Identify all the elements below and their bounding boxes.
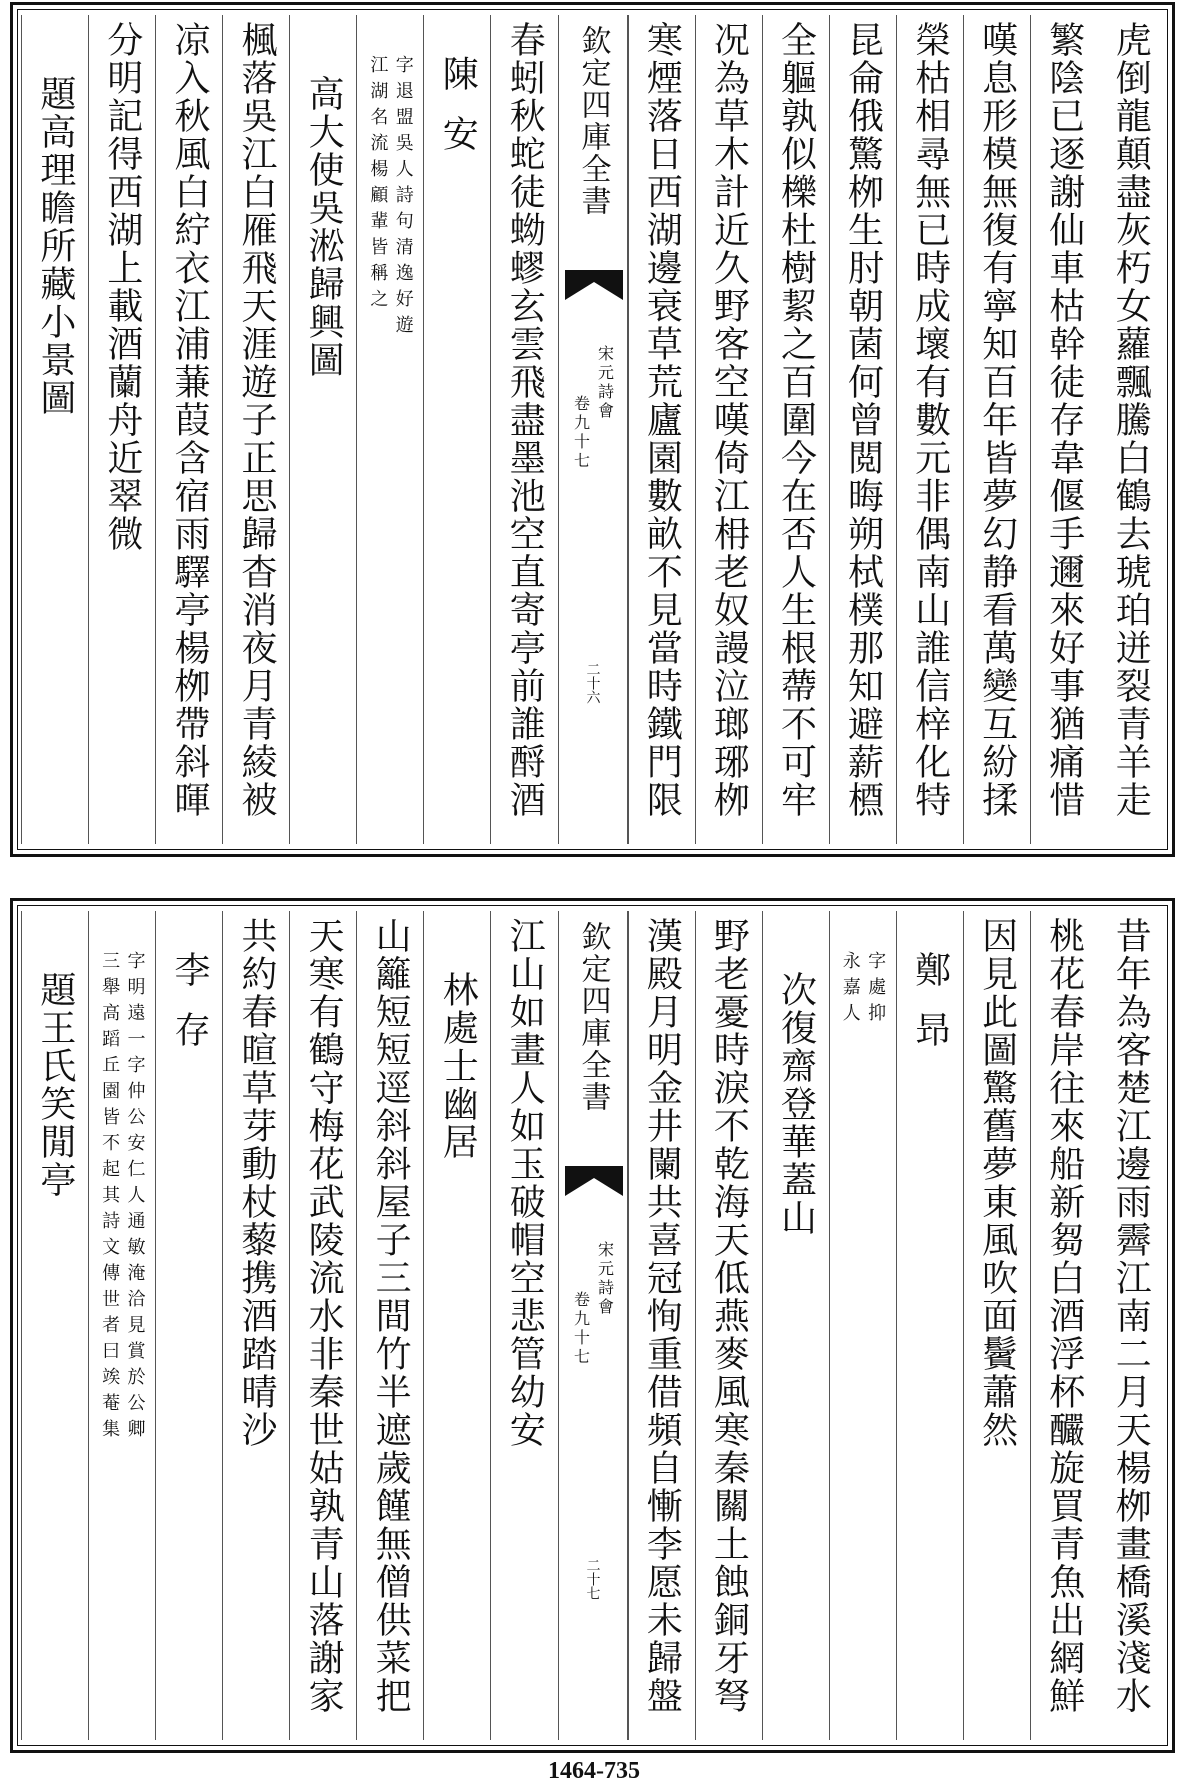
poem-text-column: [1097, 911, 1164, 1740]
note-line: 江湖名流楊顧輩皆稱之: [367, 55, 389, 315]
poem-text-column: [963, 15, 1030, 844]
poem-text-column: [155, 15, 222, 844]
poem-line: 寒煙落日西湖邊衰草荒廬園數畝不見當時鐵門限: [641, 21, 683, 819]
poem-line: 江山如畫人如玉破帽空悲管幼安: [504, 917, 546, 1449]
author-name-column: [896, 911, 963, 1740]
author-name: 陳安: [437, 55, 479, 175]
note-line: 字處抑: [865, 951, 887, 1029]
poem-line: 楓落吳江白雁飛天涯遊子正思歸杳消夜月青綾被: [236, 21, 278, 819]
poem-text-column: [490, 911, 557, 1740]
leaf-number: 二十七: [584, 1558, 601, 1600]
poem-line: 况為草木計近久野客空嘆倚江枏老奴謾泣瑯琊栁: [708, 21, 750, 819]
author-name: 李存: [168, 951, 210, 1071]
poem-line: 漢殿月明金井闌共喜冠恂重借頻自慚李愿未歸盤: [641, 917, 683, 1715]
poem-title: 題高理瞻所藏小景圖: [34, 75, 76, 417]
poem-text-column: [628, 911, 695, 1740]
poem-line: 全軀孰似櫟杜樹絜之百圍今在否人生根蔕不可牢: [775, 21, 817, 819]
volume-label: 卷九十七: [571, 395, 591, 471]
leaf-number: 二十六: [584, 662, 601, 704]
fishtail-mark-icon: [565, 270, 623, 300]
collection-title: 欽定四庫全書: [575, 921, 611, 1113]
poem-text-column: [222, 911, 289, 1740]
center-fold-label: [558, 911, 628, 1740]
poem-title-column: [289, 15, 356, 844]
author-note: [356, 15, 423, 844]
author-note: [88, 911, 155, 1740]
poem-title: 林處士幽居: [437, 971, 479, 1161]
page-footer-number: 1464-735: [548, 1758, 640, 1784]
author-note: [829, 911, 896, 1740]
poem-line: 嘆息形模無復有寧知百年皆夢幻静看萬變互紛揉: [976, 21, 1018, 819]
poem-line: 天寒有鶴守梅花武陵流水非秦世姑孰青山落謝家: [303, 917, 345, 1715]
poem-line: 榮枯相尋無已時成壞有數元非偶南山誰信梓化特: [909, 21, 951, 819]
poem-text-column: [762, 15, 829, 844]
poem-title-column: [762, 911, 829, 1740]
author-name-column: [423, 15, 490, 844]
volume-label: 卷九十七: [571, 1291, 591, 1367]
poem-line: 分明記得西湖上載酒蘭舟近翠微: [101, 21, 143, 553]
poem-text-column: [1097, 15, 1164, 844]
note-line: 永嘉人: [839, 951, 861, 1029]
poem-line: 野老憂時淚不乾海天低燕麥風寒秦關土蝕銅牙弩: [708, 917, 750, 1715]
poem-line: 凉入秋風白紵衣江浦蒹葭含宿雨驛亭楊栁帶斜暉: [168, 21, 210, 819]
author-name: 鄭昻: [909, 951, 951, 1071]
poem-text-column: [628, 15, 695, 844]
note-line: 三舉高蹈丘園皆不起其詩文傳世者曰竢菴集: [99, 951, 121, 1445]
poem-text-column: [222, 15, 289, 844]
poem-text-column: [289, 911, 356, 1740]
center-fold-label: [558, 15, 628, 844]
top-page: [10, 2, 1175, 857]
poem-line: 昆侖俄驚栁生肘朝菌何曾閲晦朔栻樸那知避薪槱: [842, 21, 884, 819]
poem-text-column: [1030, 15, 1097, 844]
poem-text-column: [490, 15, 557, 844]
collection-title: 欽定四庫全書: [575, 25, 611, 217]
poem-line: 繁陰已逐謝仙車枯幹徒存韋偃手邇來好事猶痛惜: [1043, 21, 1085, 819]
poem-line: 春蚓秋蛇徒蚴蟉玄雲飛盡墨池空直寄亭前誰酹酒: [504, 21, 546, 819]
book-title-label: 宋元詩會: [595, 1241, 615, 1317]
poem-line: 因見此圖驚舊夢東風吹面鬢蕭然: [976, 917, 1018, 1449]
book-title-label: 宋元詩會: [595, 345, 615, 421]
author-name-column: [155, 911, 222, 1740]
poem-text-column: [963, 911, 1030, 1740]
poem-title-column: [21, 15, 88, 844]
poem-line: 昔年為客楚江邊雨霽江南二月天楊栁畫橋溪淺水: [1110, 917, 1152, 1715]
poem-text-column: [1030, 911, 1097, 1740]
poem-line: 桃花春岸往來船新芻白酒浮杯釅旋買青魚出網鮮: [1043, 917, 1085, 1715]
poem-text-column: [88, 15, 155, 844]
poem-title-column: [423, 911, 490, 1740]
poem-line: 虎倒龍顛盡灰朽女蘿飄騰白鶴去琥珀迸裂青羊走: [1110, 21, 1152, 819]
poem-title: 題王氏笑閒亭: [34, 971, 76, 1199]
poem-text-column: [356, 911, 423, 1740]
poem-line: 共約春暄草芽動杖藜携酒踏晴沙: [236, 917, 278, 1449]
poem-text-column: [829, 15, 896, 844]
bottom-page: [10, 898, 1175, 1753]
poem-title: 高大使吳淞歸興圖: [303, 75, 345, 379]
note-line: 字退盟吳人詩句清逸好遊: [392, 55, 414, 341]
poem-text-column: [896, 15, 963, 844]
poem-line: 山籬短短逕斜斜屋子三間竹半遮歲饉無僧供菜把: [370, 917, 412, 1715]
note-line: 字明遠一字仲公安仁人通敏淹洽見賞於公卿: [124, 951, 146, 1445]
poem-title: 次復齋登華蓋山: [775, 971, 817, 1237]
poem-title-column: [21, 911, 88, 1740]
fishtail-mark-icon: [565, 1166, 623, 1196]
poem-text-column: [695, 15, 762, 844]
poem-text-column: [695, 911, 762, 1740]
